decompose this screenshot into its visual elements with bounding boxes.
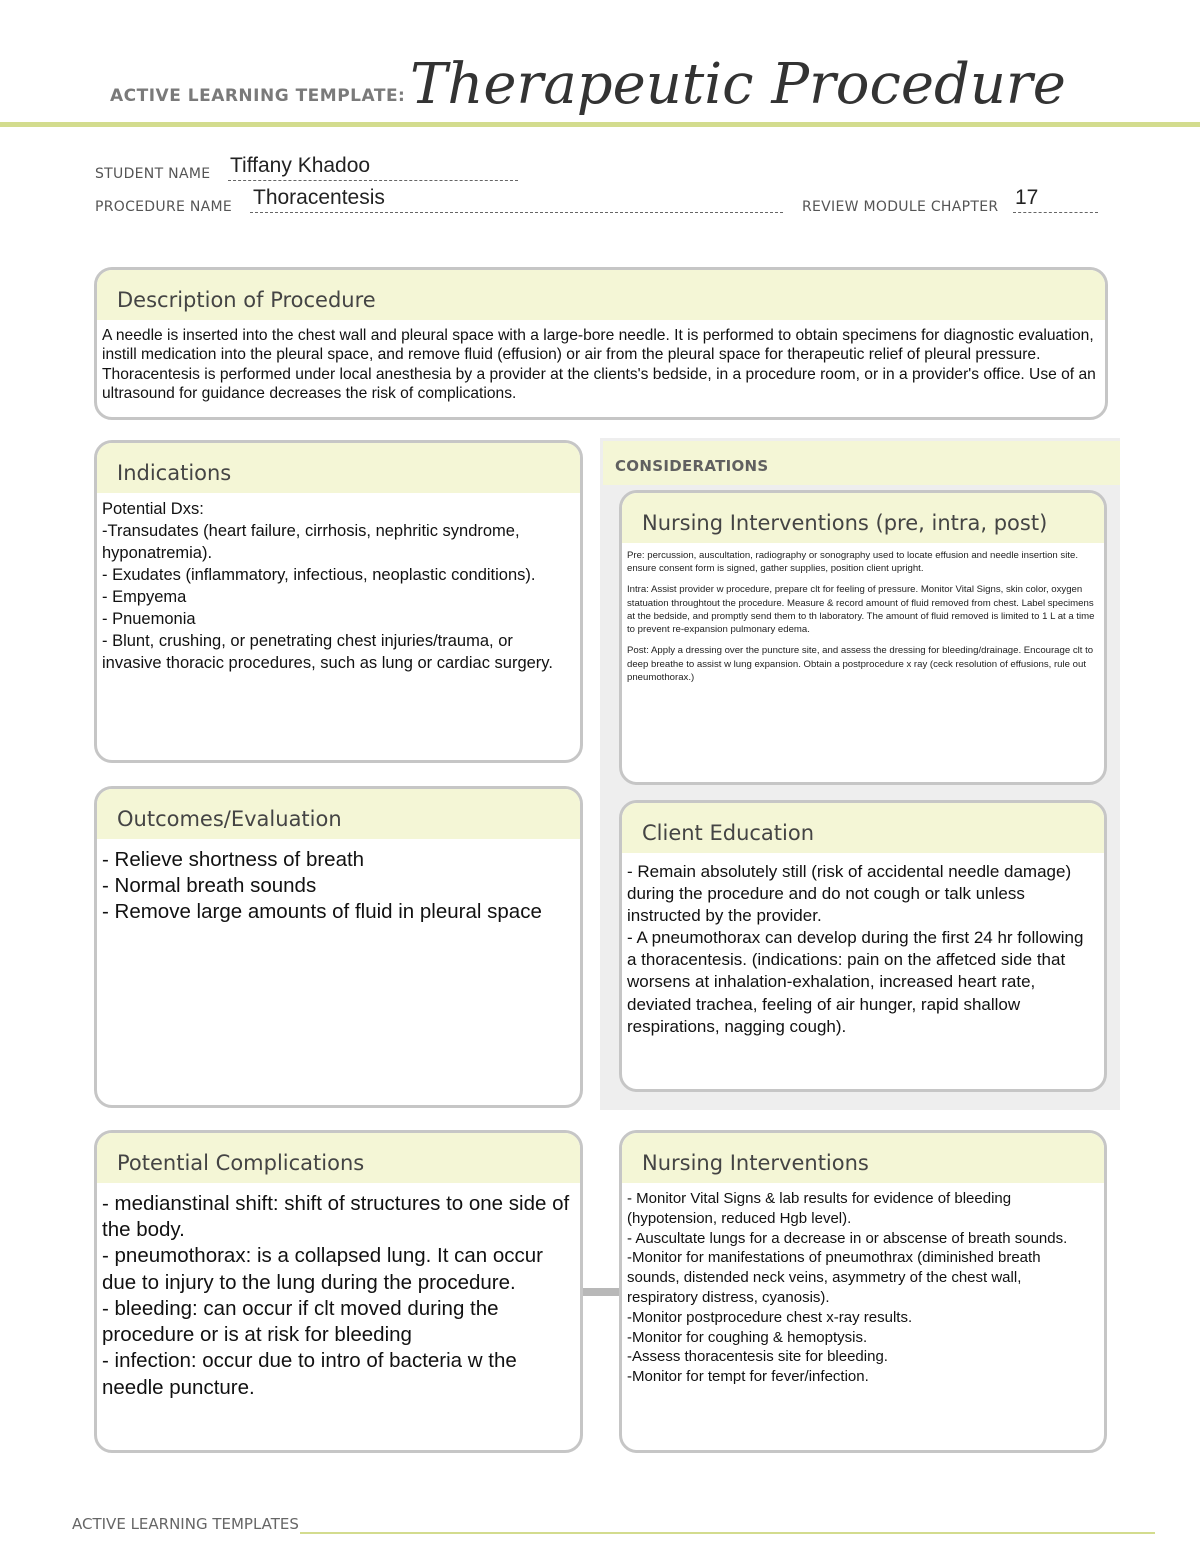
list-item: - Blunt, crushing, or penetrating chest injuries/trauma, or invasive thoracic procedures, such as lung or cardiac surgery. bbox=[102, 631, 553, 672]
description-text[interactable]: A needle is inserted into the chest wall and pleural space with a large-bore needle. It is performed to obtain specimens for diagnostic evaluation, instill medication into the pleural space, and remove fluid (effusion) or air from the pleural space for therapeutic relief of pleural pressure. Thoracentesis is performed under local anesthesia by a provider at the clients's bedside, in a procedure room, or in a provider's office. Use of an ultrasound for guidance decreases the risk of complications. bbox=[102, 327, 1096, 403]
considerations-title: CONSIDERATIONS bbox=[603, 441, 1120, 485]
review-module-chapter-value: 17 bbox=[1015, 186, 1039, 209]
client-education-box bbox=[619, 800, 1107, 1092]
template-prefix: ACTIVE LEARNING TEMPLATE: bbox=[110, 86, 406, 106]
list-item: - Monitor Vital Signs & lab results for evidence of bleeding (hypotension, reduced Hgb level). bbox=[627, 1190, 1012, 1227]
list-item: - Remain absolutely still (risk of accidental needle damage) during the procedure and do not cough or talk unless instructed by the provider. bbox=[627, 862, 1072, 926]
pre-text: Pre: percussion, auscultation, radiography or sonography used to locate effusion and needle insertion site. ensure consent form is signed, gather supplies, position client upright. bbox=[627, 550, 1079, 575]
list-item: - bleeding: can occur if clt moved during the procedure or is at risk for bleeding bbox=[102, 1296, 499, 1347]
review-module-chapter-field[interactable] bbox=[1013, 186, 1098, 213]
nursing-interventions-box bbox=[619, 1130, 1107, 1453]
list-item: - Pnuemonia bbox=[102, 609, 196, 628]
student-name-value: Tiffany Khadoo bbox=[230, 154, 371, 177]
nursing-interventions-pre-intra-post-box bbox=[619, 490, 1107, 785]
list-item: -Monitor for manifestations of pneumothrax (diminished breath sounds, distended neck veins, asymmetry of the chest wall, respiratory distress, cyanosis). bbox=[627, 1249, 1041, 1306]
outcomes-text[interactable] bbox=[97, 839, 580, 925]
client-education-title: Client Education bbox=[622, 803, 1104, 853]
list-item: Potential Dxs: bbox=[102, 500, 204, 518]
intra-text: Intra: Assist provider w procedure, prepare clt for feeling of pressure. Monitor Vital Signs, skin color, oxygen statuation throughtout the procedure. Measure & record amount of fluid removed from chest. Label specimens at the bedside, and promptly send them to th laboratory. The amount of fluid removed is limited to 1 L at a time to prevent re-expansion pulmonary edema. bbox=[627, 584, 1095, 636]
header-rule bbox=[0, 122, 1200, 127]
complications-title: Potential Complications bbox=[97, 1133, 580, 1183]
list-item: -Monitor for coughing & hemoptysis. bbox=[627, 1328, 868, 1346]
nursing-interventions-title: Nursing Interventions bbox=[622, 1133, 1104, 1183]
post-text: Post: Apply a dressing over the puncture site, and assess the dressing for bleeding/drainage. Encourage clt to deep breathe to assist w lung expansion. Obtain a postprocedure x ray (ceck resolution of effusions, rule out pneumothorax.) bbox=[627, 645, 1094, 683]
footer-text: ACTIVE LEARNING TEMPLATES bbox=[72, 1515, 299, 1533]
list-item: - Exudates (inflammatory, infectious, neoplastic conditions). bbox=[102, 565, 536, 584]
list-item: - infection: occur due to intro of bacteria w the needle puncture. bbox=[102, 1349, 517, 1399]
client-education-text[interactable] bbox=[622, 853, 1104, 1038]
procedure-name-value: Thoracentesis bbox=[253, 186, 385, 209]
nursing-pre-text[interactable] bbox=[622, 543, 1104, 684]
list-item: - pneumothorax: is a collapsed lung. It can occur due to injury to the lung during the procedure. bbox=[102, 1244, 543, 1294]
list-item: -Monitor postprocedure chest x-ray results. bbox=[627, 1308, 913, 1326]
page-title: Therapeutic Procedure bbox=[410, 52, 1066, 117]
outcomes-title: Outcomes/Evaluation bbox=[97, 789, 580, 839]
list-item: - Remove large amounts of fluid in pleural space bbox=[102, 900, 542, 924]
list-item: -Assess thoracentesis site for bleeding. bbox=[627, 1348, 888, 1366]
list-item: - Empyema bbox=[102, 587, 187, 606]
list-item: -Transudates (heart failure, cirrhosis, nephritic syndrome, hyponatremia). bbox=[102, 521, 520, 562]
list-item: - Relieve shortness of breath bbox=[102, 848, 365, 871]
review-module-chapter-label: REVIEW MODULE CHAPTER bbox=[802, 199, 999, 215]
student-name-field[interactable] bbox=[228, 154, 518, 181]
procedure-name-label: PROCEDURE NAME bbox=[95, 199, 233, 215]
potential-complications-box bbox=[94, 1130, 583, 1453]
student-name-label: STUDENT NAME bbox=[95, 166, 211, 182]
list-item: - medianstinal shift: shift of structures to one side of the body. bbox=[102, 1192, 570, 1242]
procedure-name-field[interactable] bbox=[250, 186, 783, 213]
description-title: Description of Procedure bbox=[97, 270, 1105, 320]
complications-text[interactable] bbox=[97, 1183, 580, 1401]
list-item: -Monitor for tempt for fever/infection. bbox=[627, 1368, 869, 1386]
nursing-pre-title: Nursing Interventions (pre, intra, post) bbox=[622, 493, 1104, 543]
list-item: - Auscultate lungs for a decrease in or abscense of breath sounds. bbox=[627, 1229, 1068, 1247]
list-item: - A pneumothorax can develop during the first 24 hr following a thoracentesis. (indications: pain on the affetced side that worsens at inhalation-exhalation, increased heart rate, deviated trachea, feeling of air hunger, rapid shallow respirations, nagging cough). bbox=[627, 928, 1084, 1036]
footer-rule bbox=[300, 1532, 1155, 1534]
indications-box bbox=[94, 440, 583, 763]
nursing-interventions-text[interactable] bbox=[622, 1183, 1104, 1387]
indications-title: Indications bbox=[97, 443, 580, 493]
connector-bar bbox=[583, 1288, 621, 1296]
list-item: - Normal breath sounds bbox=[102, 874, 317, 898]
indications-text[interactable] bbox=[97, 493, 580, 675]
description-box bbox=[94, 267, 1108, 420]
outcomes-box bbox=[94, 786, 583, 1108]
